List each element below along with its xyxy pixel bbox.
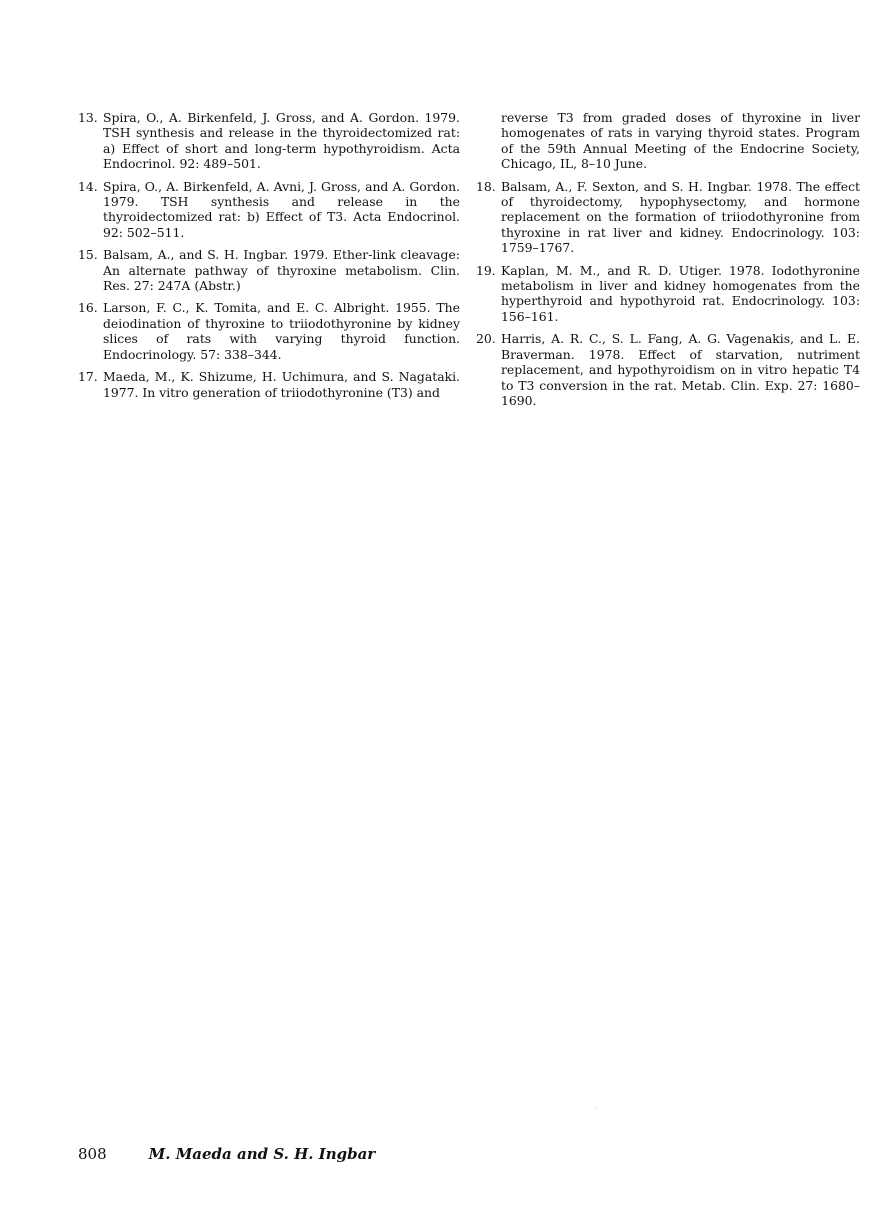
reference-continuation: reverse T3 from graded doses of thyroxine in liver homogenates of rats in varying thyroid states. Program of the 59th Annual Meeting of the Endocrine Society, Chicago, IL, 8–10 June. [501,110,860,172]
reference-text: Balsam, A., F. Sexton, and S. H. Ingbar. 1978. The effect of thyroidectomy, hypophysectomy, and hormone replacement on the formation of triiodothyronine from thyroxine in rat liver and kidney. Endocrinology. 103: 1759–1767. [501,178,860,256]
reference-text: Spira, O., A. Birkenfeld, J. Gross, and A. Gordon. 1979. TSH synthesis and release in the thyroidectomized rat: a) Effect of short and long-term hypothyroidism. Acta Endocrinol. 92: 489–501. [103,110,460,172]
reference-text: Maeda, M., K. Shizume, H. Uchimura, and S. Nagataki. 1977. In vitro generation of triiodothyronine (T3) and [103,369,460,400]
reference-item [78,247,460,293]
reference-number: 20. [476,331,496,347]
reference-text: Balsam, A., and S. H. Ingbar. 1979. Ether-link cleavage: An alternate pathway of thyroxine metabolism. Clin. Res. 27: 247A (Abstr.) [103,247,460,294]
reference-item [78,179,460,241]
reference-text: Spira, O., A. Birkenfeld, A. Avni, J. Gross, and A. Gordon. 1979. TSH synthesis and release in the thyroidectomized rat: b) Effect of T3. Acta Endocrinol. 92: 502–511. [103,178,460,240]
scan-speck [595,1108,596,1109]
reference-item [78,369,460,400]
reference-item [476,263,860,325]
reference-item [476,331,860,408]
reference-number: 19. [476,262,496,278]
reference-number: 17. [78,369,98,385]
reference-number: 13. [78,110,98,125]
reference-item [476,179,860,256]
reference-number: 15. [78,247,98,263]
reference-number: 16. [78,300,98,316]
reference-column-left [78,110,460,407]
reference-item [78,300,460,362]
reference-number: 18. [476,178,496,194]
reference-item [78,110,460,172]
page-footer [78,1145,375,1163]
page-number: 808 [78,1145,107,1163]
running-author-line: M. Maeda and S. H. Ingbar [148,1145,376,1163]
reference-column-right [476,110,860,415]
reference-text: Kaplan, M. M., and R. D. Utiger. 1978. Iodothyronine metabolism in liver and kidney homogenates from the hyperthyroid and hypothyroid rat. Endocrinology. 103: 156–161. [501,262,860,324]
reference-text: Larson, F. C., K. Tomita, and E. C. Albright. 1955. The deiodination of thyroxine to triiodothyronine by kidney slices of rats with varying thyroid function. Endocrinology. 57: 338–344. [103,300,460,362]
reference-number: 14. [78,178,98,194]
reference-text: Harris, A. R. C., S. L. Fang, A. G. Vagenakis, and L. E. Braverman. 1978. Effect of starvation, nutriment replacement, and hypothyroidism on in vitro hepatic T4 to T3 conversion in the rat. Metab. Clin. Exp. 27: 1680–1690. [501,331,860,408]
